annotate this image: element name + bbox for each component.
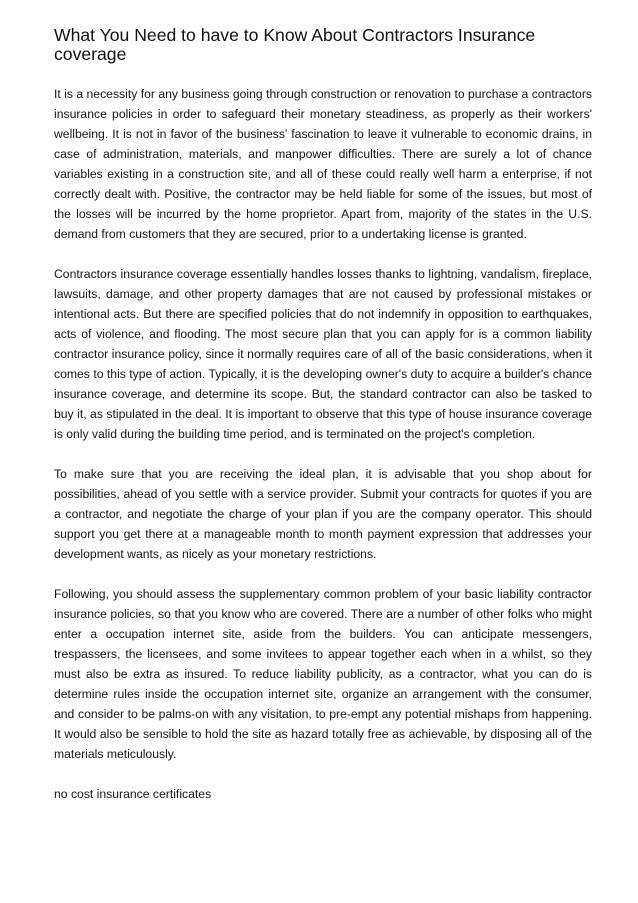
paragraph-2: Contractors insurance coverage essentially handles losses thanks to lightning, vandalism, fireplace, lawsuits, damage, and other property damages that are not caused by professional mistakes or intentional acts. But there are specified policies that do not indemnify in opposition to earthquakes, acts of violence, and flooding. The most secure plan that you can apply for is a common liability contractor insurance policy, since it normally requires care of all of the basic considerations, when it comes to this type of action. Typically, it is the developing owner's duty to acquire a builder's chance insurance coverage, and determine its scope. But, the standard contractor can also be tasked to buy it, as stipulated in the deal. It is important to observe that this type of house insurance coverage is only valid during the building time period, and is terminated on the project's completion. [54, 267, 592, 441]
paragraph-3: To make sure that you are receiving the ideal plan, it is advisable that you shop about for possibilities, ahead of you settle with a service provider. Submit your contracts for quotes if you are a contractor, and negotiate the charge of your plan if you are the company operator. This should support you get there at a manageable month to month payment expression that addresses your development wants, as nicely as your monetary restrictions. [54, 467, 592, 561]
document-body [54, 84, 592, 804]
closing-line: no cost insurance certificates [54, 787, 212, 801]
document-page [54, 26, 592, 804]
document-title: What You Need to have to Know About Contractors Insurance coverage [54, 25, 536, 64]
paragraph-4: Following, you should assess the supplementary common problem of your basic liability contractor insurance policies, so that you know who are covered. There are a number of other folks who might enter a occupation internet site, aside from the builders. You can anticipate messengers, trespassers, the licensees, and some invitees to appear together each when in a whilst, so they must also be extra as insured. To reduce liability publicity, as a contractor, what you can do is determine rules inside the occupation internet site, organize an arrangement with the consumer, and consider to be palms-on with any visitation, to pre-empt any potential mishaps from happening. It would also be sensible to hold the site as hazard totally free as achievable, by disposing all of the materials meticulously. [54, 587, 592, 761]
paragraph-1: It is a necessity for any business going through construction or renovation to purchase a contractors insurance policies in order to safeguard their monetary steadiness, as properly as their workers' wellbeing. It is not in favor of the business' fascination to leave it vulnerable to economic drains, in case of administration, materials, and manpower difficulties. There are surely a lot of chance variables existing in a construction site, and all of these could really well harm a enterprise, if not correctly dealt with. Positive, the contractor may be held liable for some of the issues, but most of the losses will be incurred by the home proprietor. Apart from, majority of the states in the U.S. demand from customers that they are secured, prior to a undertaking license is granted. [54, 87, 592, 241]
